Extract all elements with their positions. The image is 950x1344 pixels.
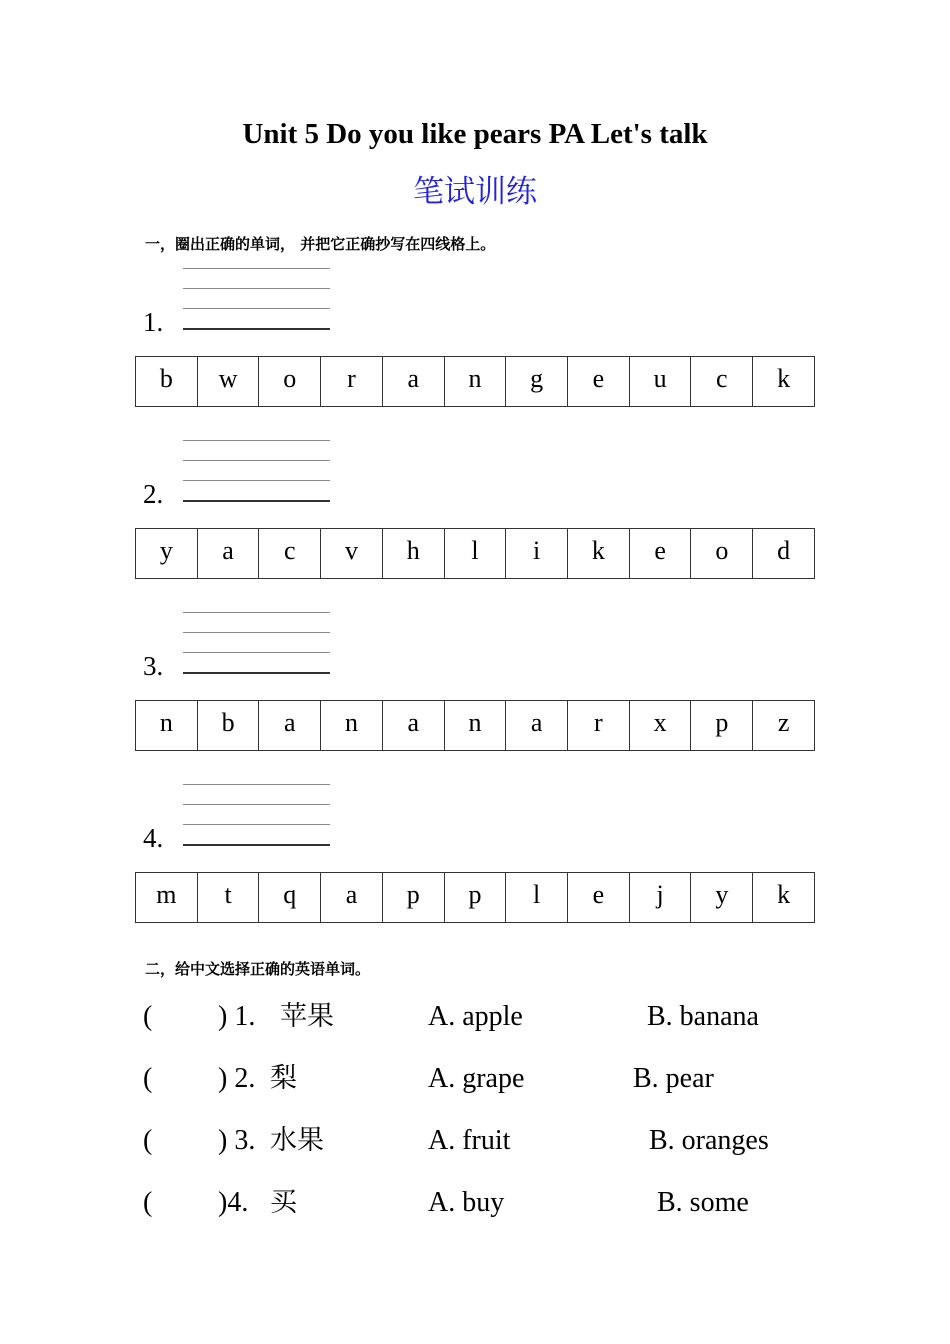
four-line-grid[interactable]: [183, 784, 330, 848]
letter-cell[interactable]: n: [444, 701, 506, 751]
chinese-word: 水果: [270, 1125, 324, 1156]
letter-cell[interactable]: a: [382, 701, 444, 751]
answer-paren[interactable]: (: [143, 1187, 153, 1218]
letter-cell[interactable]: k: [753, 873, 815, 923]
option-a[interactable]: A. grape: [428, 1063, 525, 1094]
option-a[interactable]: A. fruit: [428, 1125, 511, 1156]
letter-cell[interactable]: n: [321, 701, 383, 751]
option-b[interactable]: B. oranges: [649, 1125, 769, 1156]
item-number: 2.: [143, 479, 164, 509]
page-title: Unit 5 Do you like pears PA Let's talk: [242, 118, 708, 150]
letter-cell[interactable]: c: [691, 357, 753, 407]
letter-cell[interactable]: k: [753, 357, 815, 407]
item-number: 1.: [143, 307, 164, 337]
letter-cell[interactable]: d: [753, 529, 815, 579]
option-a[interactable]: A. apple: [428, 1001, 523, 1032]
answer-paren[interactable]: (: [143, 1001, 153, 1032]
question-number: )4.: [218, 1187, 249, 1218]
question-number: ) 1.: [218, 1001, 256, 1032]
letter-cell[interactable]: q: [259, 873, 321, 923]
letter-cell[interactable]: t: [197, 873, 259, 923]
letter-cell[interactable]: b: [197, 701, 259, 751]
letter-grid: [135, 872, 815, 923]
letter-cell[interactable]: a: [506, 701, 568, 751]
letter-cell[interactable]: l: [506, 873, 568, 923]
letter-cell[interactable]: e: [629, 529, 691, 579]
section1-instruction: 一，圈出正确的单词， 并把它正确抄写在四线格上。: [145, 235, 496, 253]
letter-grid: [135, 356, 815, 407]
letter-grid: [135, 700, 815, 751]
letter-cell[interactable]: k: [568, 529, 630, 579]
option-b[interactable]: B. pear: [633, 1063, 714, 1094]
letter-cell[interactable]: p: [691, 701, 753, 751]
letter-cell[interactable]: h: [382, 529, 444, 579]
letter-cell[interactable]: r: [568, 701, 630, 751]
letter-cell[interactable]: y: [691, 873, 753, 923]
four-line-grid[interactable]: [183, 440, 330, 504]
letter-cell[interactable]: w: [197, 357, 259, 407]
letter-cell[interactable]: y: [136, 529, 198, 579]
letter-cell[interactable]: v: [321, 529, 383, 579]
letter-cell[interactable]: j: [629, 873, 691, 923]
chinese-word: 买: [270, 1187, 297, 1218]
four-line-grid[interactable]: [183, 268, 330, 332]
letter-cell[interactable]: b: [136, 357, 198, 407]
option-b[interactable]: B. some: [657, 1187, 749, 1218]
question-row: [0, 1057, 950, 1101]
question-row: [0, 1181, 950, 1225]
page-subtitle: 笔试训练: [413, 174, 537, 210]
letter-cell[interactable]: a: [197, 529, 259, 579]
letter-cell[interactable]: o: [691, 529, 753, 579]
letter-cell[interactable]: l: [444, 529, 506, 579]
question-row: [0, 1119, 950, 1163]
letter-cell[interactable]: c: [259, 529, 321, 579]
letter-cell[interactable]: r: [321, 357, 383, 407]
item-number: 4.: [143, 823, 164, 853]
letter-cell[interactable]: n: [444, 357, 506, 407]
item-number: 3.: [143, 651, 164, 681]
chinese-word: 苹果: [280, 1001, 334, 1032]
section2-instruction: 二，给中文选择正确的英语单词。: [145, 960, 371, 978]
letter-cell[interactable]: x: [629, 701, 691, 751]
question-number: ) 2.: [218, 1063, 256, 1094]
letter-cell[interactable]: e: [568, 873, 630, 923]
letter-cell[interactable]: m: [136, 873, 198, 923]
letter-cell[interactable]: i: [506, 529, 568, 579]
four-line-grid[interactable]: [183, 612, 330, 676]
option-b[interactable]: B. banana: [647, 1001, 759, 1032]
letter-grid: [135, 528, 815, 579]
letter-cell[interactable]: u: [629, 357, 691, 407]
option-a[interactable]: A. buy: [428, 1187, 505, 1218]
letter-cell[interactable]: g: [506, 357, 568, 407]
letter-cell[interactable]: a: [382, 357, 444, 407]
chinese-word: 梨: [270, 1063, 297, 1094]
letter-cell[interactable]: z: [753, 701, 815, 751]
letter-cell[interactable]: o: [259, 357, 321, 407]
letter-cell[interactable]: p: [444, 873, 506, 923]
letter-cell[interactable]: a: [259, 701, 321, 751]
letter-cell[interactable]: e: [568, 357, 630, 407]
letter-cell[interactable]: a: [321, 873, 383, 923]
letter-cell[interactable]: p: [382, 873, 444, 923]
question-number: ) 3.: [218, 1125, 256, 1156]
answer-paren[interactable]: (: [143, 1125, 153, 1156]
answer-paren[interactable]: (: [143, 1063, 153, 1094]
question-row: [0, 995, 950, 1039]
letter-cell[interactable]: n: [136, 701, 198, 751]
